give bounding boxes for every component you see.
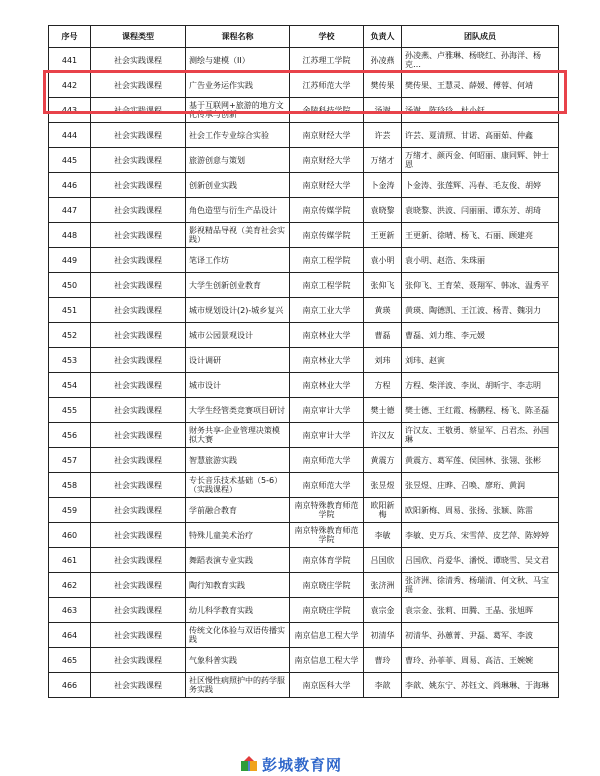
cell-type: 社会实践课程 <box>91 348 186 373</box>
cell-course: 社会工作专业综合实验 <box>186 123 290 148</box>
cell-lead: 黄瑛 <box>364 298 402 323</box>
cell-no: 445 <box>49 148 91 173</box>
cell-type: 社会实践课程 <box>91 548 186 573</box>
cell-members: 曹磊、刘力维、李元媛 <box>402 323 559 348</box>
cell-course: 广告业务运作实践 <box>186 73 290 98</box>
cell-members: 樊士德、王红霞、杨鹏程、杨飞、陈圣磊 <box>402 398 559 423</box>
cell-type: 社会实践课程 <box>91 298 186 323</box>
cell-school: 南京林业大学 <box>290 323 364 348</box>
cell-members: 李敏、史万兵、宋雪萍、皮艺萍、陈婷婷 <box>402 523 559 548</box>
cell-school: 南京审计大学 <box>290 398 364 423</box>
cell-type: 社会实践课程 <box>91 148 186 173</box>
cell-type: 社会实践课程 <box>91 573 186 598</box>
table-row <box>49 473 559 498</box>
cell-course: 学前融合教育 <box>186 498 290 523</box>
cell-lead: 樊士德 <box>364 398 402 423</box>
cell-lead: 吕国欣 <box>364 548 402 573</box>
cell-lead: 黄震方 <box>364 448 402 473</box>
cell-type: 社会实践课程 <box>91 173 186 198</box>
cell-no: 444 <box>49 123 91 148</box>
table-row <box>49 248 559 273</box>
cell-school: 南京工程学院 <box>290 248 364 273</box>
table-row <box>49 598 559 623</box>
cell-lead: 万绪才 <box>364 148 402 173</box>
cell-lead: 樊传果 <box>364 73 402 98</box>
cell-no: 455 <box>49 398 91 423</box>
cell-course: 气象科普实践 <box>186 648 290 673</box>
cell-lead: 张仰飞 <box>364 273 402 298</box>
cell-school: 南京医科大学 <box>290 673 364 698</box>
cell-no: 458 <box>49 473 91 498</box>
cell-school: 金陵科技学院 <box>290 98 364 123</box>
table-row <box>49 123 559 148</box>
cell-type: 社会实践课程 <box>91 473 186 498</box>
cell-course: 大学生经管类竞赛项目研讨 <box>186 398 290 423</box>
cell-no: 462 <box>49 573 91 598</box>
cell-school: 南京林业大学 <box>290 373 364 398</box>
cell-lead: 曹磊 <box>364 323 402 348</box>
header-course: 课程名称 <box>186 26 290 48</box>
cell-lead: 孙凌燕 <box>364 48 402 73</box>
cell-lead: 卜金涛 <box>364 173 402 198</box>
cell-no: 450 <box>49 273 91 298</box>
cell-school: 南京审计大学 <box>290 423 364 448</box>
table-row <box>49 73 559 98</box>
cell-course: 笔译工作坊 <box>186 248 290 273</box>
cell-type: 社会实践课程 <box>91 648 186 673</box>
cell-no: 459 <box>49 498 91 523</box>
cell-course: 传统文化体验与双语传播实践 <box>186 623 290 648</box>
header-no: 序号 <box>49 26 91 48</box>
cell-lead: 汤澍 <box>364 98 402 123</box>
table-row <box>49 323 559 348</box>
cell-members: 万绪才、颜丙金、何昭丽、康同辉、钟士恩 <box>402 148 559 173</box>
cell-lead: 李歆 <box>364 673 402 698</box>
cell-no: 442 <box>49 73 91 98</box>
cell-type: 社会实践课程 <box>91 98 186 123</box>
course-table <box>48 25 559 698</box>
cell-no: 465 <box>49 648 91 673</box>
header-lead: 负责人 <box>364 26 402 48</box>
table-row <box>49 48 559 73</box>
table-row <box>49 498 559 523</box>
cell-members: 刘玮、赵寅 <box>402 348 559 373</box>
table-row <box>49 648 559 673</box>
table-row <box>49 623 559 648</box>
cell-type: 社会实践课程 <box>91 523 186 548</box>
cell-members: 张昱煜、庄晔、召唤、廖珩、黄润 <box>402 473 559 498</box>
cell-school: 南京晓庄学院 <box>290 598 364 623</box>
cell-course: 旅游创意与策划 <box>186 148 290 173</box>
cell-course: 大学生创新创业教育 <box>186 273 290 298</box>
cell-members: 樊传果、王慧灵、薛媛、傅蓉、何靖 <box>402 73 559 98</box>
table-row <box>49 98 559 123</box>
cell-type: 社会实践课程 <box>91 673 186 698</box>
cell-no: 460 <box>49 523 91 548</box>
cell-course: 设计调研 <box>186 348 290 373</box>
cell-members: 张济洲、徐清秀、杨瑞清、何文秋、马宝瑶 <box>402 573 559 598</box>
cell-members: 袁晓黎、洪波、闫丽丽、谭东芳、胡琦 <box>402 198 559 223</box>
cell-course: 专长音乐技术基础（5-6）（实践课程） <box>186 473 290 498</box>
cell-school: 南京林业大学 <box>290 348 364 373</box>
watermark-text: 彭城教育网 <box>262 755 343 774</box>
cell-no: 454 <box>49 373 91 398</box>
cell-school: 南京财经大学 <box>290 173 364 198</box>
cell-lead: 袁小明 <box>364 248 402 273</box>
cell-type: 社会实践课程 <box>91 198 186 223</box>
cell-course: 财务共享-企业管理决策模拟大赛 <box>186 423 290 448</box>
table-row <box>49 373 559 398</box>
cell-school: 南京工程学院 <box>290 273 364 298</box>
table-header-row <box>49 26 559 48</box>
cell-course: 基于互联网+旅游的地方文化传承与创新 <box>186 98 290 123</box>
cell-course: 创新创业实践 <box>186 173 290 198</box>
cell-course: 城市规划设计(2)-城乡复兴 <box>186 298 290 323</box>
cell-no: 446 <box>49 173 91 198</box>
table-row <box>49 198 559 223</box>
cell-lead: 许汉友 <box>364 423 402 448</box>
cell-lead: 李敏 <box>364 523 402 548</box>
cell-no: 448 <box>49 223 91 248</box>
cell-school: 南京信息工程大学 <box>290 623 364 648</box>
cell-no: 464 <box>49 623 91 648</box>
cell-members: 袁小明、赵浩、朱珠丽 <box>402 248 559 273</box>
cell-no: 452 <box>49 323 91 348</box>
cell-school: 南京财经大学 <box>290 123 364 148</box>
cell-type: 社会实践课程 <box>91 373 186 398</box>
cell-no: 456 <box>49 423 91 448</box>
site-watermark <box>240 754 342 774</box>
cell-members: 许芸、夏清照、甘诺、高丽茹、仲鑫 <box>402 123 559 148</box>
cell-no: 466 <box>49 673 91 698</box>
cell-lead: 欧阳新梅 <box>364 498 402 523</box>
table-row <box>49 223 559 248</box>
cell-course: 城市公园景观设计 <box>186 323 290 348</box>
cell-course: 城市设计 <box>186 373 290 398</box>
cell-type: 社会实践课程 <box>91 398 186 423</box>
cell-type: 社会实践课程 <box>91 448 186 473</box>
table-row <box>49 423 559 448</box>
cell-members: 初清华、孙蕙菁、尹磊、葛军、李波 <box>402 623 559 648</box>
table-row <box>49 298 559 323</box>
cell-course: 舞蹈表演专业实践 <box>186 548 290 573</box>
cell-course: 角色造型与衍生产品设计 <box>186 198 290 223</box>
cell-no: 451 <box>49 298 91 323</box>
cell-course: 测绘与建模（II） <box>186 48 290 73</box>
cell-no: 441 <box>49 48 91 73</box>
cell-school: 南京师范大学 <box>290 448 364 473</box>
cell-members: 张仰飞、王育荣、聂翔军、韩冰、温秀平 <box>402 273 559 298</box>
cell-school: 南京特殊教育师范学院 <box>290 523 364 548</box>
cell-members: 袁宗金、张莉、田腾、王晶、张旭晖 <box>402 598 559 623</box>
cell-type: 社会实践课程 <box>91 423 186 448</box>
cell-type: 社会实践课程 <box>91 498 186 523</box>
cell-course: 智慧旅游实践 <box>186 448 290 473</box>
table-row <box>49 398 559 423</box>
cell-school: 南京信息工程大学 <box>290 648 364 673</box>
cell-members: 李歆、姚东宁、苏钰文、尚琳琳、于海琳 <box>402 673 559 698</box>
cell-members: 曹玲、孙菲菲、周易、高洁、王婉婉 <box>402 648 559 673</box>
cell-school: 南京晓庄学院 <box>290 573 364 598</box>
cell-lead: 王更新 <box>364 223 402 248</box>
cell-lead: 曹玲 <box>364 648 402 673</box>
table-body <box>49 48 559 698</box>
cell-type: 社会实践课程 <box>91 323 186 348</box>
cell-lead: 张济洲 <box>364 573 402 598</box>
cell-members: 卜金涛、张莲辉、冯春、毛友俊、胡婷 <box>402 173 559 198</box>
cell-no: 457 <box>49 448 91 473</box>
cell-type: 社会实践课程 <box>91 73 186 98</box>
cell-course: 幼儿科学教育实践 <box>186 598 290 623</box>
cell-no: 463 <box>49 598 91 623</box>
cell-school: 江苏师范大学 <box>290 73 364 98</box>
table-row <box>49 148 559 173</box>
cell-type: 社会实践课程 <box>91 598 186 623</box>
cell-lead: 张昱煜 <box>364 473 402 498</box>
cell-school: 江苏理工学院 <box>290 48 364 73</box>
cell-members: 汤澍、陈玲玲、杜小钰 <box>402 98 559 123</box>
cell-lead: 初清华 <box>364 623 402 648</box>
table-row <box>49 548 559 573</box>
cell-members: 黄瑛、陶德凯、王江波、杨青、魏羽力 <box>402 298 559 323</box>
cell-no: 449 <box>49 248 91 273</box>
cell-lead: 刘玮 <box>364 348 402 373</box>
table-row <box>49 573 559 598</box>
cell-lead: 袁晓黎 <box>364 198 402 223</box>
cell-type: 社会实践课程 <box>91 223 186 248</box>
cell-course: 影视精品导视（美育社会实践） <box>186 223 290 248</box>
cell-school: 南京工业大学 <box>290 298 364 323</box>
cell-type: 社会实践课程 <box>91 623 186 648</box>
cell-type: 社会实践课程 <box>91 123 186 148</box>
table-row <box>49 173 559 198</box>
cell-school: 南京传媒学院 <box>290 198 364 223</box>
cell-members: 许汉友、王敬勇、蔡显军、吕君杰、孙国琳 <box>402 423 559 448</box>
cell-type: 社会实践课程 <box>91 48 186 73</box>
header-members: 团队成员 <box>402 26 559 48</box>
cell-members: 黄震方、葛军莲、侯国林、张翎、张彬 <box>402 448 559 473</box>
table-row <box>49 523 559 548</box>
cell-no: 443 <box>49 98 91 123</box>
table-row <box>49 348 559 373</box>
header-type: 课程类型 <box>91 26 186 48</box>
cell-members: 王更新、徐晴、杨飞、石丽、顾建亮 <box>402 223 559 248</box>
cell-members: 吕国欣、肖爱华、潘悦、谭晓雪、吴文君 <box>402 548 559 573</box>
cell-school: 南京财经大学 <box>290 148 364 173</box>
cell-school: 南京传媒学院 <box>290 223 364 248</box>
cell-course: 社区慢性病照护中的药学服务实践 <box>186 673 290 698</box>
cell-members: 方程、柴洋波、李岚、胡昕宇、李志明 <box>402 373 559 398</box>
cell-school: 南京师范大学 <box>290 473 364 498</box>
cell-school: 南京体育学院 <box>290 548 364 573</box>
cell-type: 社会实践课程 <box>91 273 186 298</box>
table-row <box>49 673 559 698</box>
table-row <box>49 448 559 473</box>
cell-course: 陶行知教育实践 <box>186 573 290 598</box>
cell-members: 孙凌燕、卢雅琳、杨晓红、孙海洋、杨克… <box>402 48 559 73</box>
book-logo-icon <box>240 755 258 773</box>
cell-school: 南京特殊教育师范学院 <box>290 498 364 523</box>
cell-course: 特殊儿童美术治疗 <box>186 523 290 548</box>
cell-lead: 方程 <box>364 373 402 398</box>
cell-no: 461 <box>49 548 91 573</box>
cell-no: 447 <box>49 198 91 223</box>
cell-no: 453 <box>49 348 91 373</box>
cell-lead: 袁宗金 <box>364 598 402 623</box>
table-row <box>49 273 559 298</box>
cell-lead: 许芸 <box>364 123 402 148</box>
cell-type: 社会实践课程 <box>91 248 186 273</box>
header-school: 学校 <box>290 26 364 48</box>
cell-members: 欧阳新梅、周易、张扬、张颖、陈雷 <box>402 498 559 523</box>
